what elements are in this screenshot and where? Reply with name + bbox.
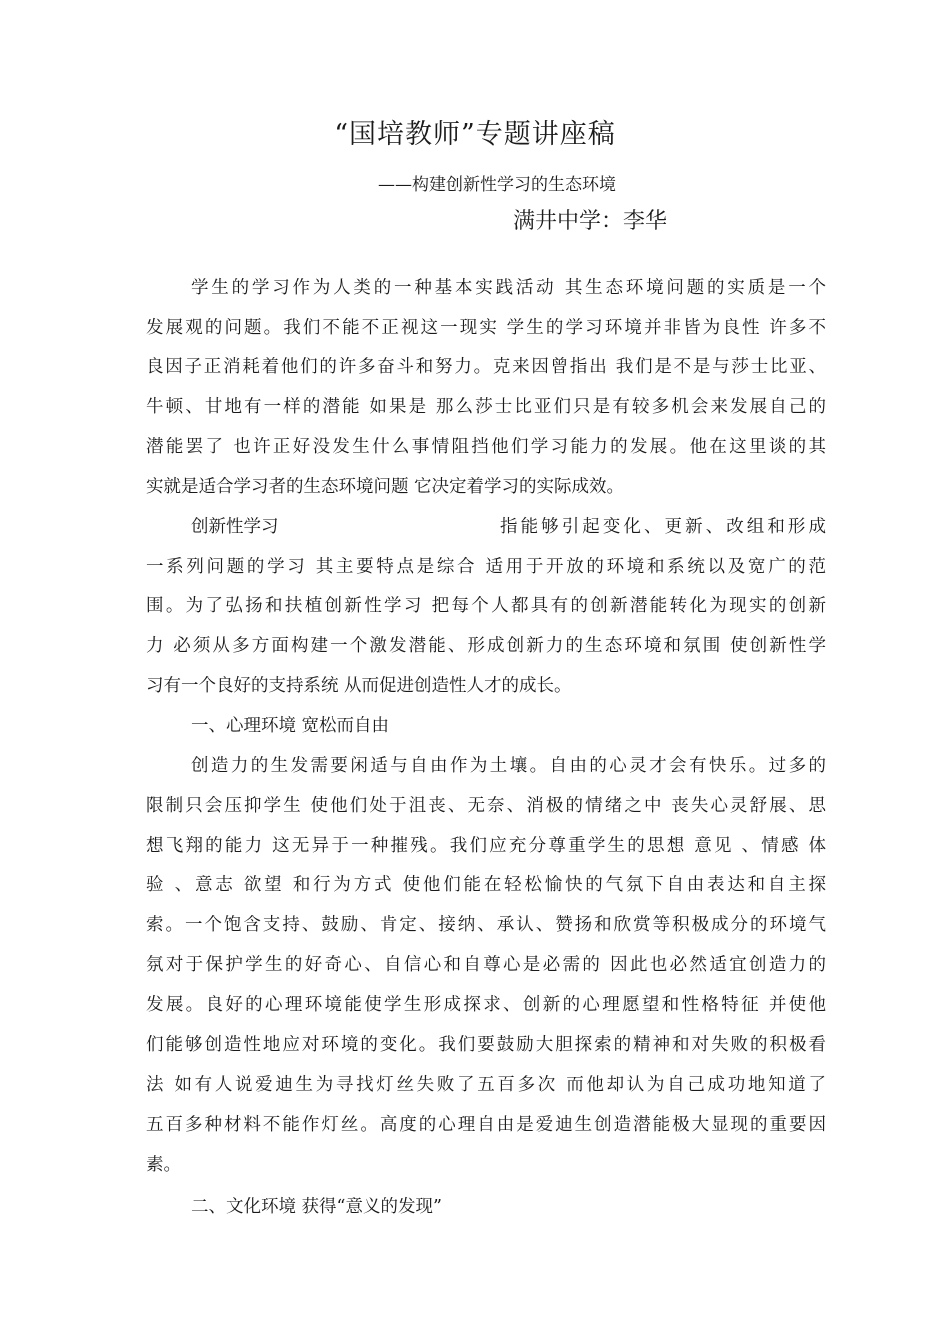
paragraph-line: 实就是适合学习者的生态环境问题 它决定着学习的实际成效。	[146, 477, 625, 497]
paragraph-line: 习有一个良好的支持系统 从而促进创造性人才的成长。	[146, 676, 572, 696]
paragraph-line: 发展。良好的心理环境能使学生形成探求、创新的心理愿望和性格特征 并使他	[146, 995, 826, 1015]
paragraph-line: 发展观的问题。我们不能不正视这一现实 学生的学习环境并非皆为良性 许多不	[146, 318, 826, 338]
paragraph-line: 索。一个饱含支持、鼓励、肯定、接纳、承认、赞扬和欣赏等积极成分的环境气	[146, 915, 826, 935]
paragraph-line: 潜能罢了 也许正好没发生什么事情阻挡他们学习能力的发展。他在这里谈的其	[146, 437, 826, 457]
paragraph-line: 牛顿、甘地有一样的潜能 如果是 那么莎士比亚们只是有较多机会来发展自己的	[146, 397, 826, 417]
paragraph-line: 指能够引起变化、更新、改组和形成	[500, 517, 826, 537]
section-heading: 二、文化环境 获得“意义的发现”	[191, 1197, 442, 1217]
paragraph-line: 们能够创造性地应对环境的变化。我们要鼓励大胆探索的精神和对失败的积极看	[146, 1035, 826, 1055]
paragraph-line: 一系列问题的学习 其主要特点是综合 适用于开放的环境和系统以及宽广的范	[146, 557, 826, 577]
document-subtitle: ——构建创新性学习的生态环境	[378, 175, 616, 195]
paragraph-line: 法 如有人说爱迪生为寻找灯丝失败了五百多次 而他却认为自己成功地知道了	[146, 1075, 826, 1095]
paragraph-line: 限制只会压抑学生 使他们处于沮丧、无奈、消极的情绪之中 丧失心灵舒展、思	[146, 796, 826, 816]
paragraph-line: 验 、意志 欲望 和行为方式 使他们能在轻松愉快的气氛下自由表达和自主探	[146, 875, 826, 895]
paragraph-line: 良因子正消耗着他们的许多奋斗和努力。克来因曾指出 我们是不是与莎士比亚、	[146, 357, 826, 377]
paragraph-line: 素。	[146, 1155, 181, 1175]
section-heading: 一、心理环境 宽松而自由	[191, 716, 390, 736]
document-title: “国培教师”专题讲座稿	[334, 119, 616, 150]
paragraph-line: 力 必须从多方面构建一个激发潜能、形成创新力的生态环境和氛围 使创新性学	[146, 636, 826, 656]
paragraph-line: 想飞翔的能力 这无异于一种摧残。我们应充分尊重学生的思想 意见 、情感 体	[146, 836, 826, 856]
paragraph-line: 氛对于保护学生的好奇心、自信心和自尊心是必需的 因此也必然适宜创造力的	[146, 955, 826, 975]
paragraph-line: 学生的学习作为人类的一种基本实践活动 其生态环境问题的实质是一个	[191, 278, 826, 298]
paragraph-line: 围。为了弘扬和扶植创新性学习 把每个人都具有的创新潜能转化为现实的创新	[146, 596, 826, 616]
paragraph-line: 五百多种材料不能作灯丝。高度的心理自由是爱迪生创造潜能极大显现的重要因	[146, 1115, 826, 1135]
author-line: 满井中学：李华	[513, 209, 668, 234]
paragraph-line: 创造力的生发需要闲适与自由作为土壤。自由的心灵才会有快乐。过多的	[191, 756, 826, 776]
paragraph-line: 创新性学习	[191, 517, 279, 537]
